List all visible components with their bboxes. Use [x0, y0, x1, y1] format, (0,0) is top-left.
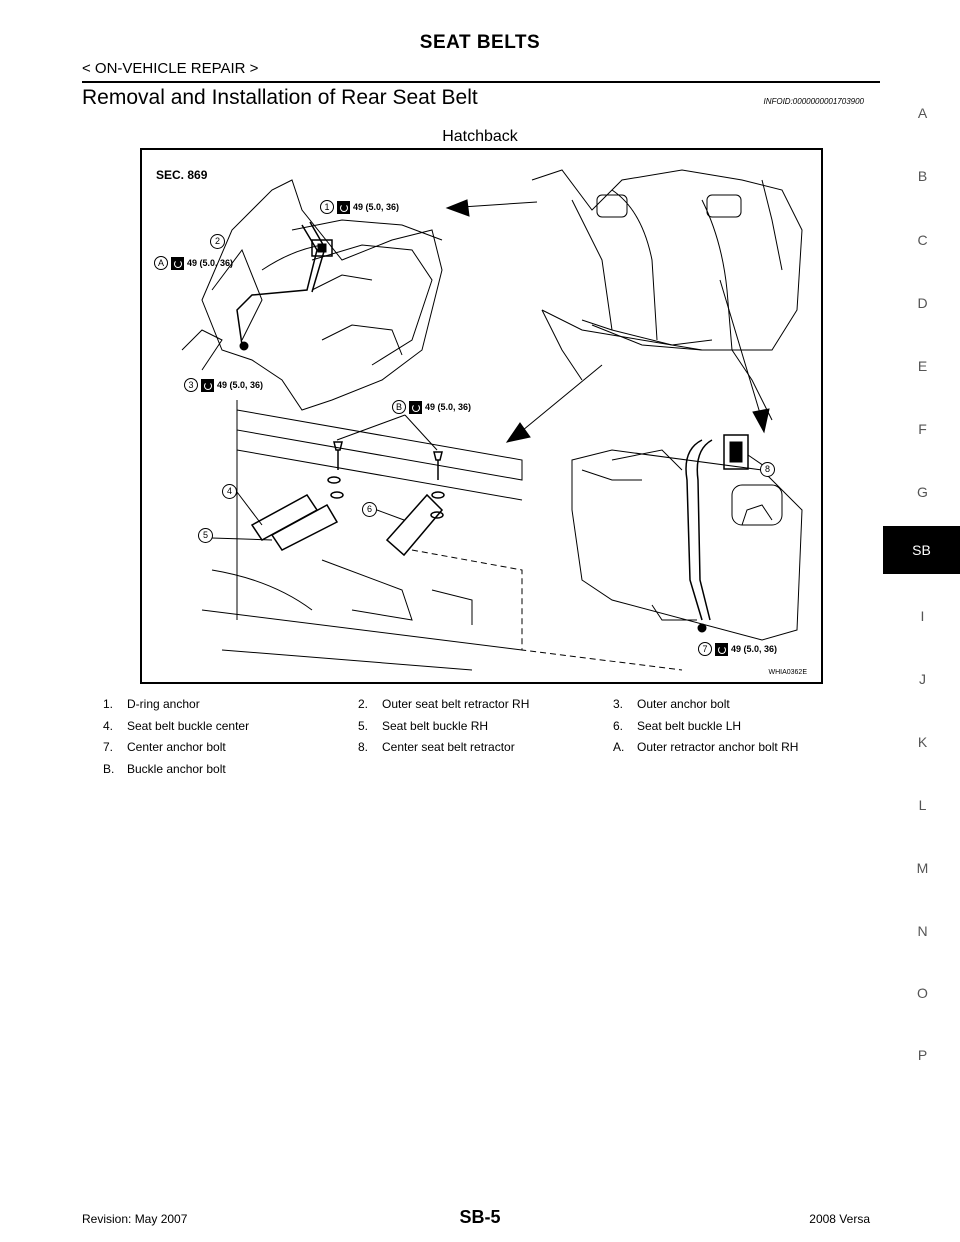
legend-key: 5. — [358, 718, 369, 733]
callout-key: 3 — [184, 378, 198, 392]
legend-text: Seat belt buckle RH — [382, 718, 489, 733]
index-tab-p[interactable]: P — [917, 1047, 928, 1063]
legend-key: 1. — [103, 697, 114, 711]
index-tab-e[interactable]: E — [917, 358, 928, 374]
torque-wrench-icon — [171, 257, 184, 270]
callout-d-ring-torque — [320, 200, 399, 214]
torque-value: 49 (5.0, 36) — [353, 202, 400, 212]
legend-item — [103, 740, 358, 762]
legend-item — [358, 719, 613, 741]
legend-key: B. — [103, 761, 115, 776]
legend-text: Center seat belt retractor — [382, 740, 515, 754]
legend-row — [103, 697, 843, 719]
torque-wrench-icon — [715, 643, 728, 656]
legend-item — [613, 740, 843, 762]
legend-key: 3. — [613, 697, 624, 711]
part-number-6: 6 — [362, 502, 377, 517]
legend-item — [613, 697, 843, 719]
torque-value: 49 (5.0, 36) — [217, 380, 264, 390]
procedure-heading: Removal and Installation of Rear Seat Belt — [82, 86, 478, 109]
index-tab-k[interactable]: K — [917, 734, 928, 750]
index-tab-n[interactable]: N — [917, 923, 928, 939]
torque-wrench-icon — [337, 201, 350, 214]
info-id: INFOID:0000000001703900 — [763, 97, 864, 106]
part-number-8: 8 — [760, 462, 775, 477]
figure-code: WHIA0362E — [768, 669, 807, 676]
legend-key: 7. — [103, 740, 114, 754]
callout-key: A — [154, 256, 168, 270]
legend-row — [103, 762, 843, 784]
part-number-2: 2 — [210, 234, 225, 249]
legend-key: 4. — [103, 718, 114, 733]
legend-row — [103, 740, 843, 762]
legend-item — [103, 719, 358, 741]
callout-outer-anchor-torque — [184, 378, 263, 392]
torque-wrench-icon — [409, 401, 422, 414]
torque-value: 49 (5.0, 36) — [731, 644, 778, 654]
legend-key: 6. — [613, 718, 624, 733]
torque-value: 49 (5.0, 36) — [187, 258, 234, 268]
index-tab-c[interactable]: C — [917, 232, 928, 248]
legend-text: Seat belt buckle LH — [637, 718, 742, 733]
legend-text: Buckle anchor bolt — [127, 761, 226, 776]
callout-key: B — [392, 400, 406, 414]
part-number-5: 5 — [198, 528, 213, 543]
legend-key: A. — [613, 740, 625, 754]
torque-wrench-icon — [201, 379, 214, 392]
callout-key: 1 — [320, 200, 334, 214]
legend-text: Center anchor bolt — [127, 740, 226, 754]
legend-text: Seat belt buckle center — [127, 718, 250, 733]
index-tab-b[interactable]: B — [917, 168, 928, 184]
legend-key: 2. — [358, 697, 369, 711]
legend-text: Outer anchor bolt — [637, 697, 730, 711]
callout-buckle-bolt-torque — [392, 400, 471, 414]
legend-row — [103, 719, 843, 741]
index-tab-d[interactable]: D — [917, 295, 928, 311]
section-code-label: SEC. 869 — [156, 168, 208, 182]
legend-text: Outer retractor anchor bolt RH — [637, 740, 799, 754]
section-breadcrumb: < ON-VEHICLE REPAIR > — [82, 60, 259, 77]
index-tab-o[interactable]: O — [917, 985, 928, 1001]
index-tab-j[interactable]: J — [919, 671, 926, 687]
index-tab-f[interactable]: F — [918, 421, 927, 437]
legend-item — [613, 719, 843, 741]
legend-item — [103, 762, 358, 784]
diagram-drawing — [142, 150, 823, 684]
index-tab-m[interactable]: M — [916, 860, 929, 876]
index-tab-l[interactable]: L — [918, 797, 927, 813]
legend-item — [103, 697, 358, 719]
parts-legend — [103, 697, 843, 783]
legend-item — [358, 697, 613, 719]
callout-key: 7 — [698, 642, 712, 656]
footer-model: 2008 Versa — [809, 1212, 870, 1226]
footer-revision: Revision: May 2007 — [82, 1212, 188, 1226]
callout-retractor-bolt-torque — [154, 256, 233, 270]
legend-text: D-ring anchor — [127, 697, 200, 711]
index-tab-sb-active[interactable]: SB — [883, 526, 960, 574]
legend-key: 8. — [358, 740, 369, 754]
footer-page-number: SB-5 — [459, 1207, 501, 1227]
index-tab-g[interactable]: G — [917, 484, 928, 500]
page-title: SEAT BELTS — [419, 32, 541, 53]
seat-belt-diagram — [140, 148, 823, 684]
torque-value: 49 (5.0, 36) — [425, 402, 472, 412]
legend-item — [358, 740, 613, 762]
figure-subheading: Hatchback — [442, 128, 518, 145]
part-number-4: 4 — [222, 484, 237, 499]
legend-text: Outer seat belt retractor RH — [382, 697, 530, 711]
index-tab-i[interactable]: I — [920, 608, 925, 624]
index-tab-a[interactable]: A — [917, 105, 928, 121]
header-rule — [82, 81, 880, 83]
callout-center-anchor-torque — [698, 642, 777, 656]
